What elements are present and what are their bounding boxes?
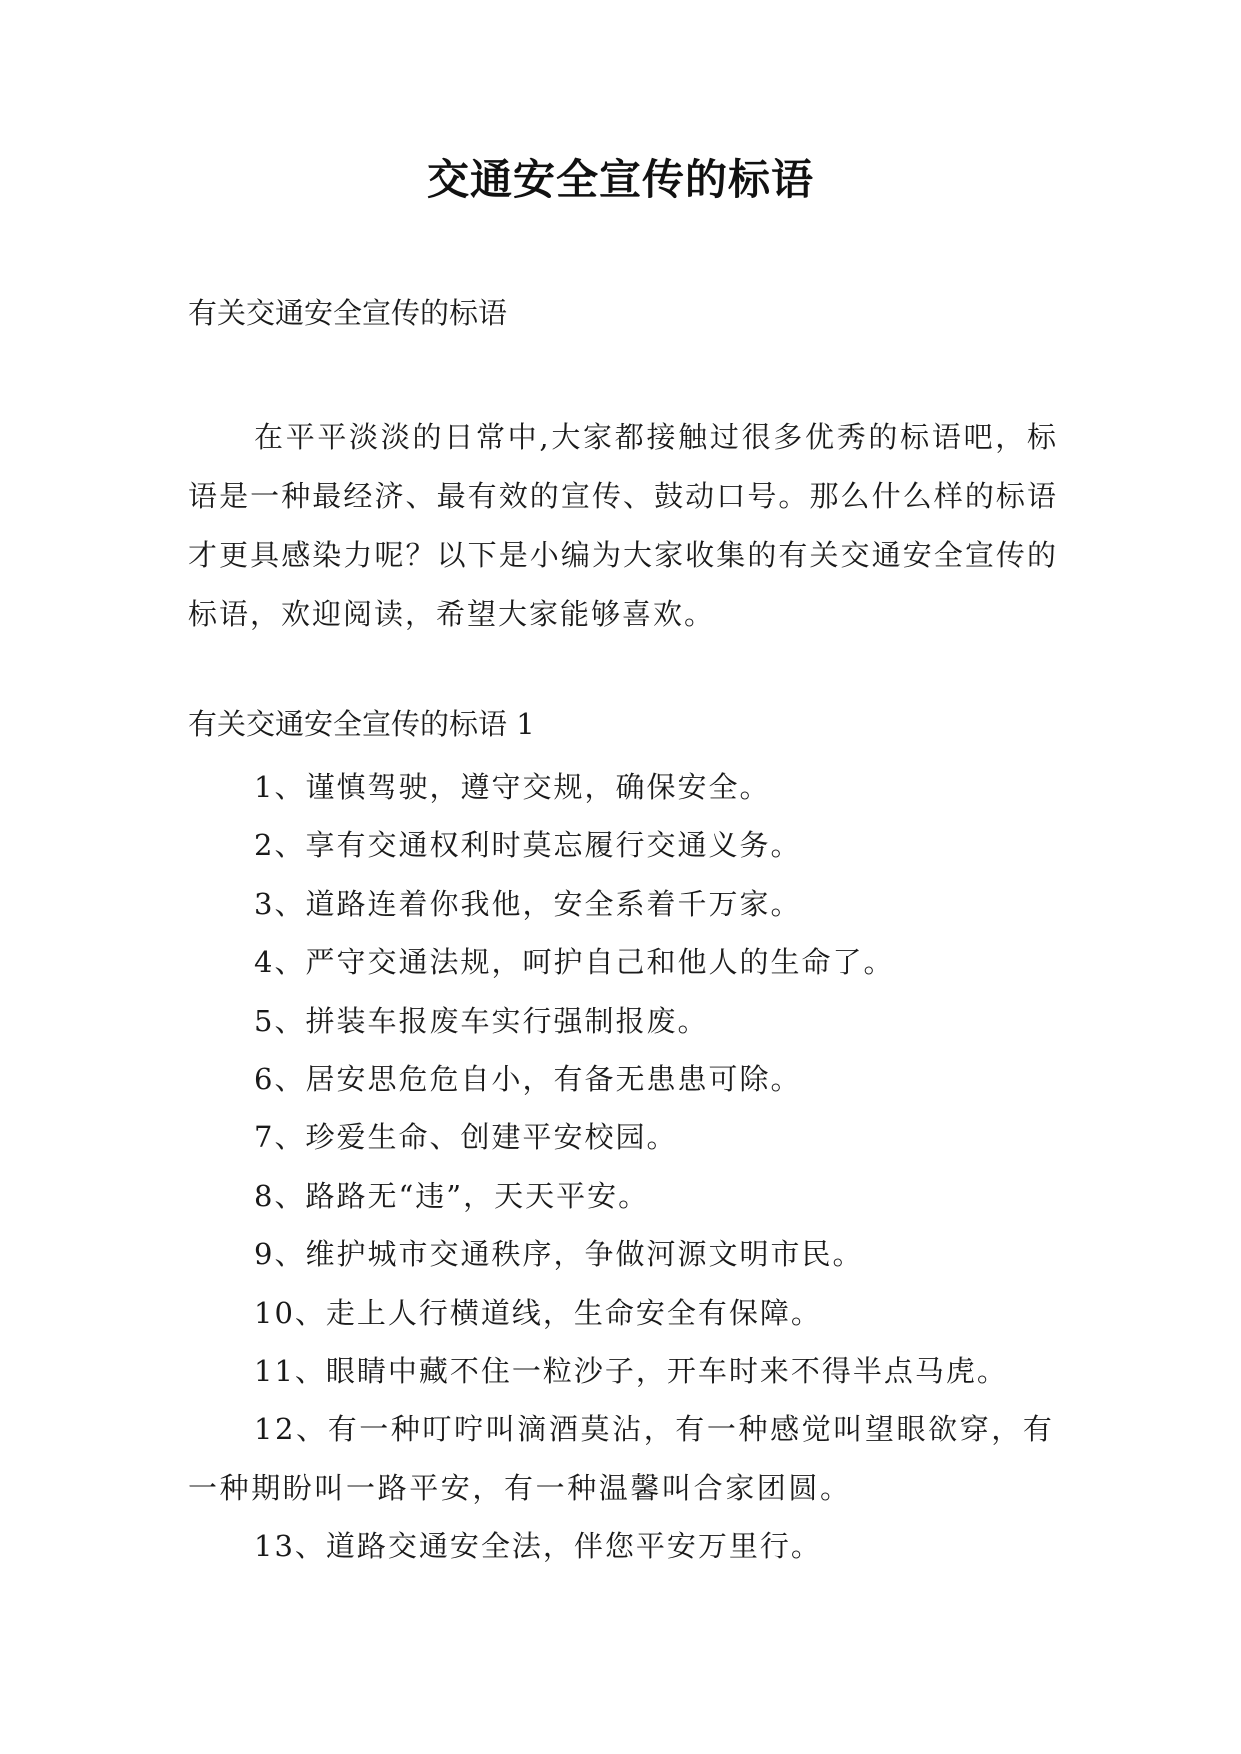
slogan-item: 1、谨慎驾驶，遵守交规，确保安全。	[254, 770, 771, 804]
slogan-item: 10、走上人行横道线，生命安全有保障。	[254, 1295, 822, 1330]
slogan-item: 9、维护城市交通秩序，争做河源文明市民。	[254, 1237, 864, 1272]
document-subtitle: 有关交通安全宣传的标语	[188, 296, 508, 330]
slogan-list	[188, 758, 1068, 1576]
slogan-item: 4、严守交通法规，呵护自己和他人的生命了。	[254, 945, 895, 980]
slogan-item: 6、居安思危危自小，有备无患患可除。	[254, 1062, 802, 1097]
slogan-item: 12、有一种叮咛叫滴酒莫沾，有一种感觉叫望眼欲穿，有一种期盼叫一路平安，有一种温馨叫合家团圆。	[188, 1412, 1055, 1505]
slogan-item: 13、道路交通安全法，伴您平安万里行。	[254, 1529, 822, 1564]
slogan-item: 2、享有交通权利时莫忘履行交通义务。	[254, 828, 802, 863]
slogan-item: 5、拼装车报废车实行强制报废。	[254, 1003, 709, 1038]
intro-paragraph: 在平平淡淡的日常中,大家都接触过很多优秀的标语吧，标语是一种最经济、最有效的宣传、鼓动口号。那么什么样的标语才更具感染力呢？以下是小编为大家收集的有关交通安全宣传的标语，欢迎阅读，希望大家能够喜欢。	[188, 420, 1058, 631]
document-title: 交通安全宣传的标语	[426, 155, 814, 204]
section-heading: 有关交通安全宣传的标语 1	[188, 707, 535, 741]
slogan-item: 3、道路连着你我他，安全系着千万家。	[254, 886, 802, 921]
slogan-item: 11、眼睛中藏不住一粒沙子，开车时来不得半点马虎。	[254, 1354, 1008, 1389]
slogan-item: 7、珍爱生命、创建平安校园。	[254, 1120, 678, 1155]
slogan-item: 8、路路无“违”，天天平安。	[254, 1178, 650, 1213]
